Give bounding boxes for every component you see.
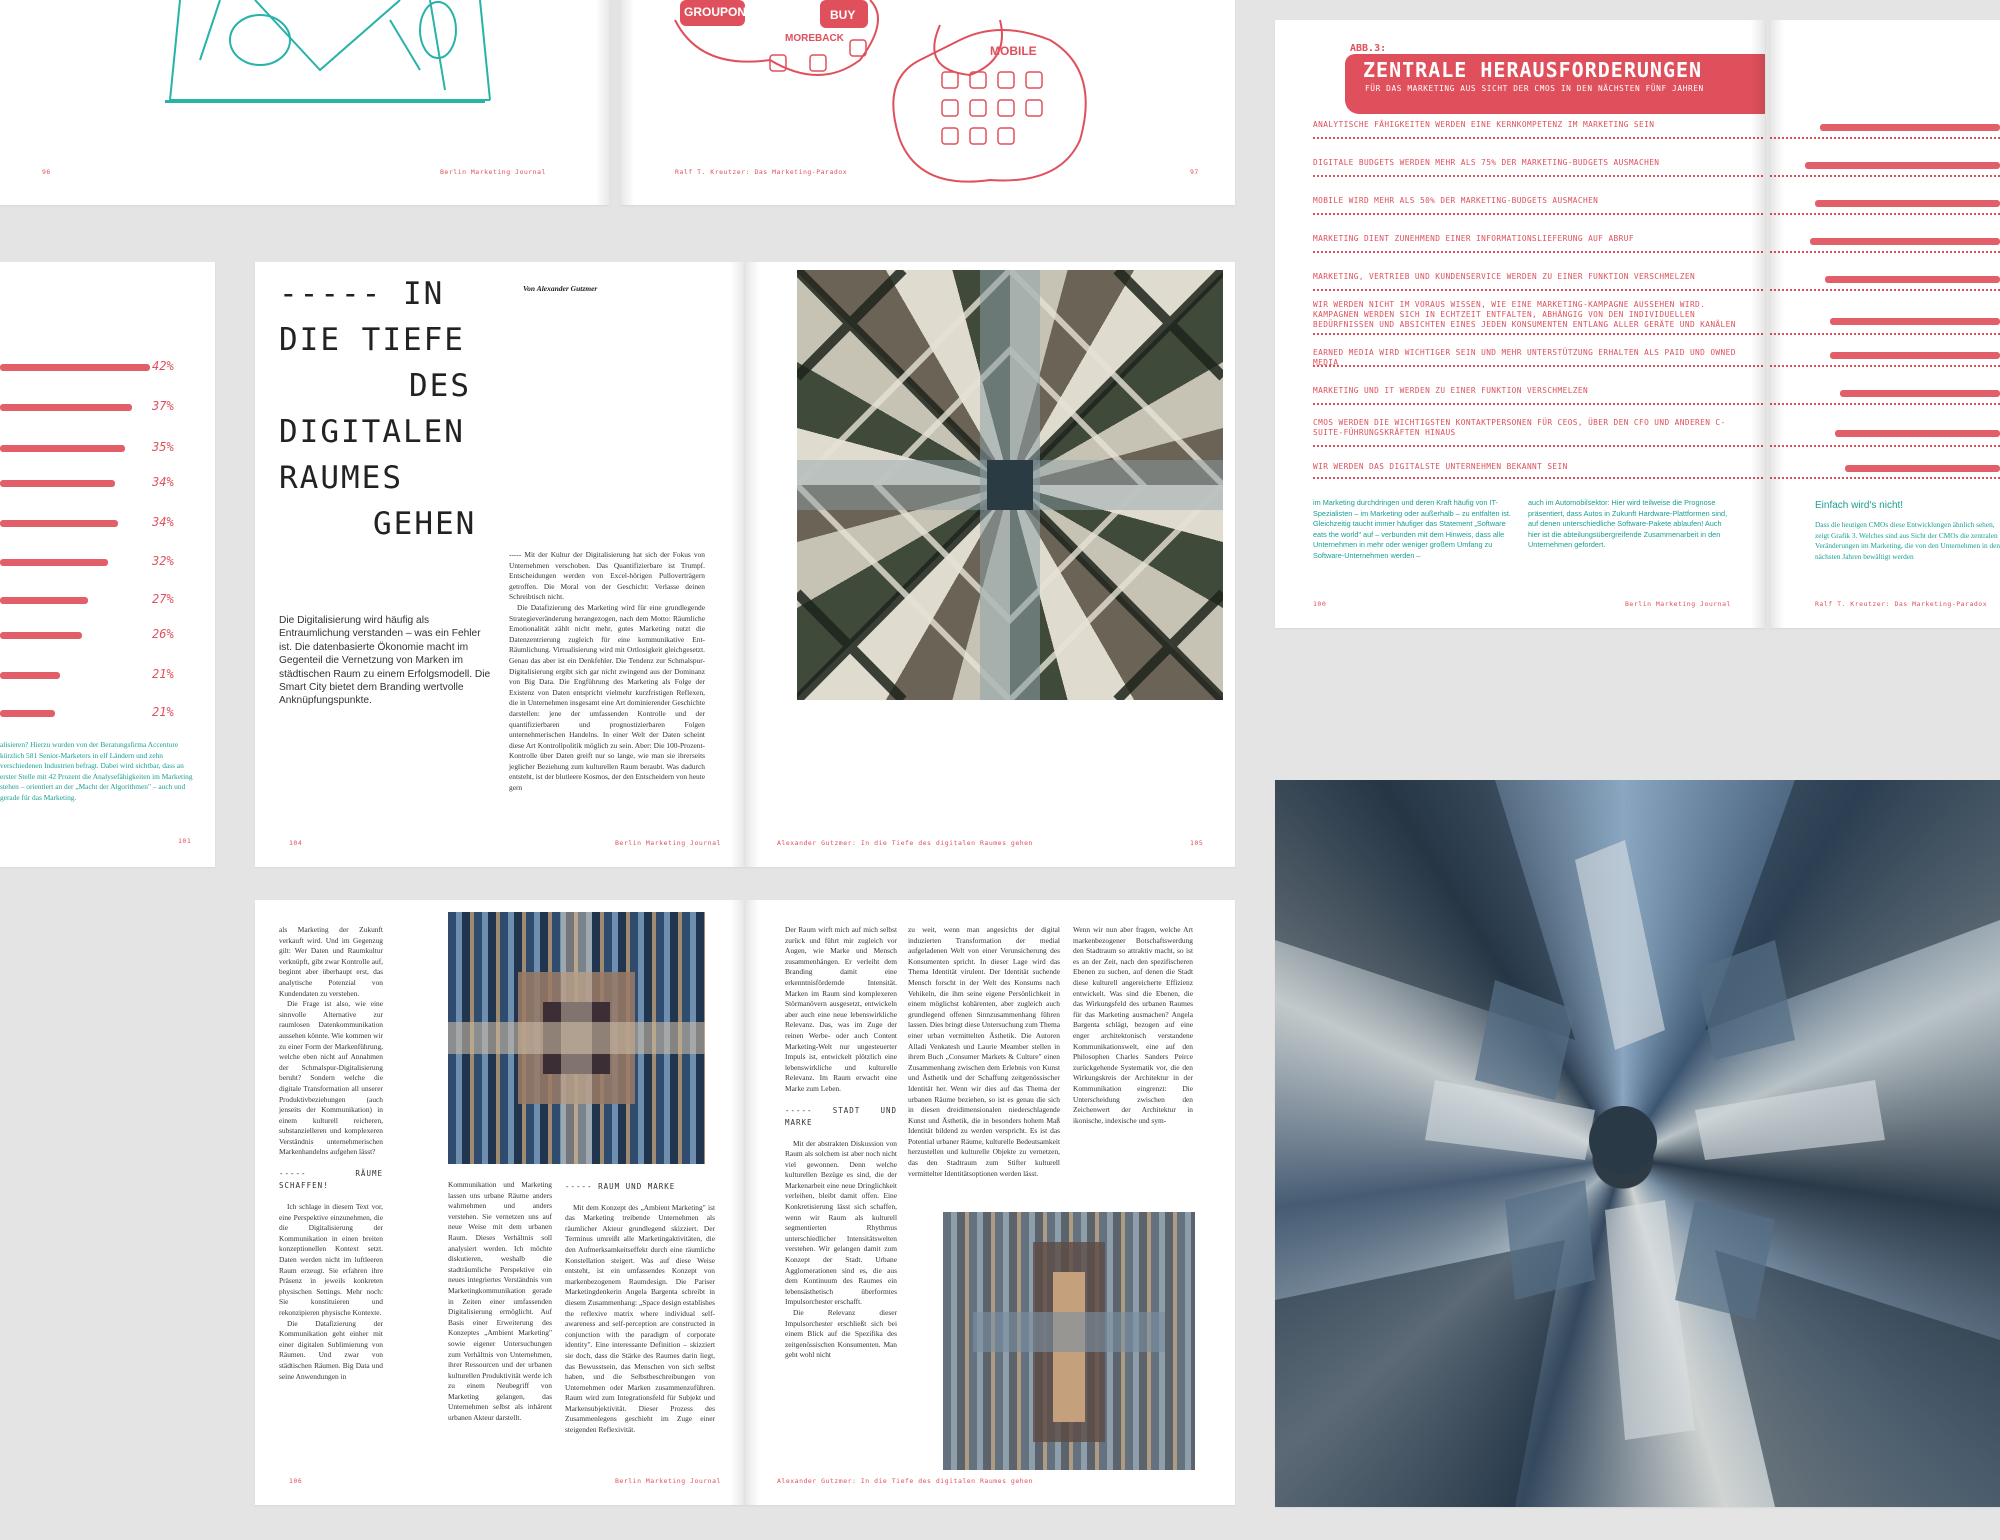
chart-bar-stroke <box>1845 465 2000 472</box>
article-title-line-2: DIE TIEFE <box>279 322 465 358</box>
byline: Von Alexander Gutzmer <box>523 284 598 293</box>
teal-sketch-illustration-lines <box>160 0 500 110</box>
page-folio: 101 <box>178 837 192 845</box>
page-105 <box>745 262 1235 867</box>
article-title-line-1: ----- IN <box>279 276 445 312</box>
body-paragraph: Mit der abstrakten Diskussion von Raum als solchem ist aber noch nicht viel gewonnen. Denn welche kulturellen Bezüge es sind, die der Markenarbeit eine neue Dringlichkeit verleihen, bleibt damit offen. Eine Konkretisierung lässt sich schaffen, wenn wir Raum als kulturell segmentierten Rhythmus unterschiedlicher Intensitätswelten verstehen. Wir gelangen damit zum Konzept der Stadt. Urbane Agglomerationen sind es, die aus dem Kontinuum des Raumes ein lebensästhetisch überformtes Impulsorchester erschafft. <box>785 1138 897 1307</box>
page-107 <box>745 900 1235 1505</box>
sketch-label-groupon: GROUPON <box>684 5 747 19</box>
body-column <box>908 925 1060 1179</box>
spread-top-right-right-page <box>1770 20 2000 628</box>
dotted-leader <box>1313 333 1763 335</box>
page-folio: 97 <box>1190 168 1199 176</box>
percentage-label: 35% <box>152 440 174 454</box>
dotted-leader <box>1313 175 1763 177</box>
article-lede: Die Digitalisierung wird häufig als Entraumlichung verstanden – was ein Fehler ist. Die datenbasierte Ökonomie macht im Gegenteil die Vernetzung von Marken im städtischen Raum zu einem Erfolgsmodell. Die Smart City bietet dem Branding wertvolle Anknüpfungspunkte. <box>279 615 491 707</box>
figure-subheading: FÜR DAS MARKETING AUS SICHT DER CMOS IN DEN NÄCHSTEN FÜNF JAHREN <box>1365 84 1704 93</box>
chart-bar-stroke <box>0 632 82 639</box>
gutter-shadow <box>620 0 634 205</box>
challenge-item: WIR WERDEN DAS DIGITALSTE UNTERNEHMEN BEKANNT SEIN <box>1313 462 1568 471</box>
body-paragraph: als Marketing der Zukunft verkauft wird. Und im Gegenzug gilt: Wer Daten und Raumkultur verknüpft, gibt zwar Kontrolle auf, beginnt aber überhaupt erst, das analytische Potenzial von Kundendaten zu verstehen. <box>279 925 383 998</box>
challenge-item: MARKETING UND IT WERDEN ZU EINER FUNKTION VERSCHMELZEN <box>1313 386 1589 395</box>
chart-bar-stroke <box>0 597 88 604</box>
chart-bar-stroke <box>0 445 125 452</box>
body-paragraph: zu weit, wenn man angesichts der digital induzierten Transformation der medial aufgeladenen Welt von einer Verunsicherung des Konsumenten spricht. In dieser Lage wird das Thema Identität virulent. Der Identität suchende Mensch forscht in der Welt des Konsums nach Vehikeln, die ihm seine eigene Persönlichkeit in einem möglichst kohärenten, aber zugleich auch grundlegend offenen Sinnzusammenhang führen lassen. Dies bringt diese Untersuchung zum Thema einer urban vermittelten Ästhetik. Die Autoren Alladi Venkatesh und Laurie Meamber stellen in ihrem Buch „Consumer Markets & Culture" einen Zusammenhang zwischen dem Erlebnis von Kunst und Ästhetik und der Schaffung zeitgenössischer Identität her. Wenn wir dies auf das Thema der urbanen Räume beziehen, so ist es genau die sich in diesen dreidimensionalen niederschlagende Kunst und Ästhetik, die in besonders hohem Maß Identität bildend zu werden verspricht. Es ist das Potential urbaner Räume, kulturelle Bedeutsamkeit herzustellen und kulturelle Objekte zu vernetzen, das den Stadtraum zum Stifter kulturell vermittelter Identitätsoptionen werden lässt. <box>908 925 1060 1178</box>
chart-bar-stroke <box>1815 200 2000 207</box>
chart-bar-stroke <box>0 710 55 717</box>
article-title-line-6: GEHEN <box>373 506 477 542</box>
dotted-leader <box>1770 365 2000 367</box>
kaleidoscope-facade-image <box>448 912 705 1164</box>
article-title-line-3: DES <box>409 368 471 404</box>
body-column <box>279 925 383 1382</box>
dotted-leader <box>1770 477 2000 479</box>
dotted-leader <box>1770 403 2000 405</box>
spread-top-left-right-page <box>620 0 1235 205</box>
running-head: Berlin Marketing Journal <box>440 168 546 176</box>
challenge-item: DIGITALE BUDGETS WERDEN MEHR ALS 75% DER MARKETING-BUDGETS AUSMACHEN <box>1313 158 1660 167</box>
gutter-shadow <box>1770 20 1784 628</box>
tower-pattern <box>943 1212 1195 1470</box>
body-paragraph: Die Frage ist also, wie eine sinnvolle Alternative zur raumlosen Datenkommunikation aussehen könnte. Wie kommen wir zu einer Form der Markenführung, welche eben nicht auf Annahmen der Schmalspur-Digitalisierung beruht? Sondern welche die digitale Transformation all unserer Produktivbeziehungen (auch jenseits der Kommunikation) in einem kulturell reicheren, substanzielleren und komplexeren Verständnis unternehmerischen Markenhandelns aufgehen lässt? <box>279 999 383 1157</box>
challenge-item: MOBILE WIRD MEHR ALS 50% DER MARKETING-BUDGETS AUSMACHEN <box>1313 196 1599 205</box>
chart-bar-stroke <box>0 520 118 527</box>
page-106 <box>255 900 745 1505</box>
chart-bar-stroke <box>0 480 115 487</box>
sketch-label-buy: BUY <box>830 8 856 22</box>
city-aerial-collage-image <box>1275 780 2000 1507</box>
gutter-shadow <box>731 900 745 1505</box>
chart-bar-stroke <box>1805 162 2000 169</box>
page-104 <box>255 262 745 867</box>
chart-bar-stroke <box>1810 238 2000 245</box>
running-head: Berlin Marketing Journal <box>1625 600 1731 608</box>
page-folio: 106 <box>289 1477 303 1485</box>
challenge-item: EARNED MEDIA WIRD WICHTIGER SEIN UND MEHR UNTERSTÜTZUNG ERHALTEN ALS PAID UND OWNED MEDIA <box>1313 348 1736 367</box>
body-paragraph: Kommunikation und Marketing lassen uns urbane Räume anders wahrnehmen und anders verstehen. Sie vernetzen uns auf neue Weise mit dem urbanen Raum. Dieses Verhältnis soll analysiert werden. Ich möchte diskutieren, weshalb die stadträumliche Perspektive ein neues integriertes Verständnis von Marketingkommunikation gerade in Zeiten einer umfassenden Digitalisierung ermöglicht. Auf Basis einer Erweiterung des Konzeptes „Ambient Marketing" sowie eigener Untersuchungen zum Verhältnis von Unternehmen, ihrer Ressourcen und der urbanen kulturellen Produktivität werde ich zu einem Neubegriff von Marketing gelangen, das Unternehmen selbst als inhärent urbanen Akteur darstellt. <box>448 1180 552 1423</box>
challenge-item: MARKETING DIENT ZUNEHMEND EINER INFORMATIONSLIEFERUNG AUF ABRUF <box>1313 234 1634 243</box>
chart-bar-stroke <box>0 672 60 679</box>
figure-label: ABB.3: <box>1350 43 1387 54</box>
running-head: Berlin Marketing Journal <box>615 1477 721 1485</box>
spread-top-right-left-page <box>1275 20 1765 628</box>
page-folio: 104 <box>289 839 303 847</box>
article-title-line-5: RAUMES <box>279 460 403 496</box>
dotted-leader <box>1770 289 2000 291</box>
article-title-line-4: DIGITALEN <box>279 414 465 450</box>
sketch-label-moreback: MOREBACK <box>785 33 844 44</box>
running-head: Ralf T. Kreutzer: Das Marketing-Paradox <box>675 168 848 176</box>
dotted-leader <box>1313 213 1763 215</box>
percentage-label: 26% <box>152 627 174 641</box>
challenge-item: CMOS WERDEN DIE WICHTIGSTEN KONTAKTPERSONEN FÜR CEOS, ÜBER DEN CFO UND ANDEREN C-SUITE-FÜHRUNGSKRÄFTEN HINAUS <box>1313 418 1726 437</box>
body-column <box>509 550 705 794</box>
chart-bar-stroke <box>1835 430 2000 437</box>
section-subhead: ----- RÄUME SCHAFFEN! <box>279 1169 383 1191</box>
body-column <box>785 925 897 1361</box>
city-collage-pattern <box>1275 780 2000 1507</box>
chart-bar-stroke <box>0 559 108 566</box>
page-101-partial <box>0 262 215 867</box>
dotted-leader <box>1313 289 1763 291</box>
body-column <box>448 1180 552 1424</box>
running-head: Ralf T. Kreutzer: Das Marketing-Paradox <box>1815 600 1988 608</box>
running-head: Alexander Gutzmer: In die Tiefe des digitalen Raumes gehen <box>777 1477 1033 1485</box>
body-column <box>1073 925 1193 1126</box>
body-paragraph: Wenn wir nun aber fragen, welche Art markenbezogener Botschaftswerdung den Stadtraum so attraktiv macht, so ist es an der Zeit, nach den spezifischeren Ebenen zu suchen, auf denen die Stadt diese kulturell angereicherte Effizienz entwickelt. Was sind die Ebenen, die das Wirkungsfeld des urbanen Raumes für das Marketing ausmachen? Angela Bargenta schlägt, bezogen auf eine enger architektonisch verstandene Kommunikationswelt, eine auf den Philosophen Charles Sanders Peirce zurückgehende Systematik vor, die den Wirkungskreis der Architektur in der Kommunikation eingrenzt: Die Unterscheidung zwischen den Zeichenwert der Architektur in ikonische, indexische und sym- <box>1073 925 1193 1125</box>
page-folio: 100 <box>1313 600 1327 608</box>
challenge-item: WIR WERDEN NICHT IM VORAUS WISSEN, WIE EINE MARKETING-KAMPAGNE AUSSEHEN WIRD. KAMPAGNEN WERDEN SICH IN ECHTZEIT ENTFALTEN, ABHÄNGIG VON DEN INDIVIDUELLEN BEDÜRFNISSEN UND ABSICHTEN EINES JEDEN KONSUMENTEN ENTLANG ALLER GERÄTE UND KANÄLEN <box>1313 300 1736 329</box>
chart-bar-stroke <box>1825 276 2000 283</box>
body-paragraph: Ich schlage in diesem Text vor, eine Perspektive einzunehmen, die die Digitalisierung der Kommunikation in einen breiten konzeptionellen Kontext setzt. Daten werden nicht im luftleeren Raum erzeugt. Sie erfahren ihre Präsenz in jeweils konkreten physischen Settings. Mehr noch: Sie konstituieren und rekonzipieren physische Kontexte. <box>279 1202 383 1317</box>
red-sketch-illustration <box>670 0 1210 190</box>
kaleidoscope-tower-image <box>943 1212 1195 1470</box>
body-column <box>565 1180 715 1436</box>
section-subhead: ----- STADT UND MARKE <box>785 1105 897 1127</box>
page-folio: 96 <box>42 168 51 176</box>
chart-bar-stroke <box>1830 318 2000 325</box>
gutter-shadow <box>1751 20 1765 628</box>
body-column: alisieren? Hierzu wurden von der Beratungsfirma Accenture kürzlich 581 Senior-Marketers in elf Ländern und zehn verschiedenen Industrien befragt. Dabei wird sichtbar, dass an erster Stelle mit 42 Prozent die Analysefähigkeiten im Marketing stehen – orientiert an der „Macht der Algorithmen" – auch und gerade für das Marketing. <box>0 740 193 802</box>
section-heading: Einfach wird's nicht! <box>1815 500 1904 511</box>
chart-bar-stroke <box>1830 352 2000 359</box>
page-folio: 105 <box>1190 839 1204 847</box>
dotted-leader <box>1770 333 2000 335</box>
percentage-label: 32% <box>152 554 174 568</box>
dotted-leader <box>1313 137 1763 139</box>
body-paragraph: Die Datafizierung der Kommunikation geht einher mit einer digitalen Sublimierung von Räumen. Und zwar von städtischen Räumen. Big Data und seine Anwendungen in <box>279 1318 383 1381</box>
sketch-label-mobile: MOBILE <box>990 44 1037 58</box>
spread-top-left-left-page <box>0 0 610 205</box>
percentage-label: 37% <box>152 399 174 413</box>
body-column: auch im Automobilsektor: Hier wird teilweise die Prognose präsentiert, dass Autos in Zukunft Hardware-Plattformen sind, auf denen unterschiedliche Software-Pakete ablaufen! Auch hier ist die abteilungsübergreifende Zusammenarbeit in den Unternehmen gefordert. <box>1528 498 1728 550</box>
body-column: im Marketing durchdringen und deren Kraft häufig von IT-Spezialisten – im Marketing oder außerhalb – zu entfalten ist. Gleichzeitig taucht immer häufiger das Statement „Software eats the world" auf – verbunden mit dem Hinweis, dass alle Unternehmen in mehr oder weniger großem Umfang zu Software-Unternehmen werden – <box>1313 498 1511 560</box>
gutter-shadow <box>731 262 745 867</box>
dotted-leader <box>1313 365 1763 367</box>
percentage-label: 42% <box>152 359 174 373</box>
body-paragraph: Der Raum wirft mich auf mich selbst zurück und führt mir zugleich vor Augen, wie Marke und Mensch zusammenhängen. Er verleiht dem Branding damit eine erkenntnisfördernde Intensität. Marken im Raum sind komplexeren Störmanövern ausgesetzt, entwickeln aber auch eine neue lebenswirkliche Relevanz. Das, was im Zuge der reinen Werbe- oder auch Content Marketing-Welt nur ungesteuerter Impuls ist, entwickelt plötzlich eine lebenswirkliche und kulturelle Relevanz. Im Raum erwacht eine Marke zum Leben. <box>785 925 897 1093</box>
chart-bar-stroke <box>1820 124 2000 131</box>
kaleidoscope-city-image <box>797 270 1223 700</box>
chart-bar-stroke <box>1840 390 2000 397</box>
challenge-item: MARKETING, VERTRIEB UND KUNDENSERVICE WERDEN ZU EINER FUNKTION VERSCHMELZEN <box>1313 272 1696 281</box>
chart-bar-stroke <box>0 404 132 411</box>
percentage-label: 21% <box>152 667 174 681</box>
dotted-leader <box>1770 137 2000 139</box>
facade-pattern <box>448 912 705 1164</box>
body-paragraph: Die Relevanz dieser Impulsorchester erschließt sich bei einem Blick auf die Spezifika des zeitgenössischen Konsumenten. Man geht wohl nicht <box>785 1308 897 1360</box>
running-head: Berlin Marketing Journal <box>615 839 721 847</box>
dotted-leader <box>1313 251 1763 253</box>
dotted-leader <box>1313 403 1763 405</box>
challenge-item: ANALYTISCHE FÄHIGKEITEN WERDEN EINE KERNKOMPETENZ IM MARKETING SEIN <box>1313 120 1655 129</box>
gutter-shadow <box>596 0 610 205</box>
body-paragraph: Die Datafizierung des Marketing wird für eine grundlegende Strategieveränderung herangezogen, nach dem Motto: Räumliche Emotionalität zählt nicht mehr, gutes Marketing nutzt die Datenzentrierung zugleich für eine kommunikative Ent-Räumlichung. Virtualisierung wird mit Ortlosigkeit gleichgesetzt. Genau das aber ist ein Denkfehler. Die Tendenz zur Schmalspur-Digitalisierung ergibt sich gar nicht zwingend aus der Dominanz von Big Data. Die Engführung des Marketing als Folge der Existenz von Daten entspricht vielmehr kurzfristigen Reflexen, die in Unternehmen insgesamt eine Art dominierender Geschichte darstellen: jene der umfassenden Kontrolle und der quantifizierbaren und prognostizierbaren Folgen unternehmerischen Handelns. In einer Welt der Daten scheint diese Art Kontrollpolitik möglich zu sein. Aber: Die 100-Prozent-Kontrolle über Daten greift nur so lange, wie man sie ihrerseits jeglicher Beziehung zum kulturellen Raum beraubt. Was dadurch entsteht, ist der blutleere Kosmos, der den Entscheidern von heute gern <box>509 602 705 793</box>
percentage-label: 34% <box>152 515 174 529</box>
dotted-leader <box>1313 477 1763 479</box>
section-subhead: ----- RAUM UND MARKE <box>565 1182 676 1191</box>
body-paragraph: Mit dem Konzept des „Ambient Marketing" ist das Marketing treibende Unternehmen als räumlicher Akteur grundlegend skizziert. Der Terminus umreißt alle Marketingaktivitäten, die den Aufmerksamkeitseffekt durch eine räumliche Konstellation steigert. Was auf diese Weise entsteht, ist ein umfassendes Konzept von markenbezogenem Raumdesign. Die Pariser Marketingdenkerin Angela Bargenta schreibt in diesem Zusammenhang: „Space design establishes the reflexive matrix where individual self-awareness and self-perception are constructed in conjunction with the paradigm of corporate identity". Eine interessante Definition – skizziert sie doch, dass die Stärke des Raumes darin liegt, das Bewusstsein, das Menschen von sich selbst haben, und die Selbstbeschreibungen von Unternehmen oder Marken zusammenzuführen. Raum wird zum Integrationsfeld für Subjekt und Markensubjektivität. Dieser Prozess des Zusammenlegens geschieht im Zuge einer steigenden Reflexivität. <box>565 1202 715 1435</box>
dotted-leader <box>1770 213 2000 215</box>
gutter-shadow <box>745 900 759 1505</box>
gutter-shadow <box>745 262 759 867</box>
percentage-label: 34% <box>152 475 174 489</box>
figure-heading: ZENTRALE HERAUSFORDERUNGEN <box>1363 58 1703 82</box>
kaleidoscope-pattern <box>797 270 1223 700</box>
dotted-leader <box>1770 175 2000 177</box>
body-column: Dass die heutigen CMOs diese Entwicklungen ähnlich sehen, zeigt Grafik 3. Welches sind aus Sicht der CMOs die zentralen Veränderungen im Marketing, die von den Unternehmen in den nächsten Jahren bewältigt werden <box>1815 520 2000 561</box>
dotted-leader <box>1770 251 2000 253</box>
body-paragraph: ----- Mit der Kultur der Digitalisierung hat sich der Fokus von Unternehmen verschoben. Das Quantifizierbare ist Trumpf. Entscheidungen werden von Excel-hörigen Pulloverträgern getroffen. Die Moral von der Geschicht: Verlasse deinen Schreibtisch nicht. <box>509 550 705 602</box>
chart-bar-stroke <box>0 364 150 371</box>
dotted-leader <box>1770 445 2000 447</box>
running-head: Alexander Gutzmer: In die Tiefe des digitalen Raumes gehen <box>777 839 1033 847</box>
dotted-leader <box>1313 445 1763 447</box>
percentage-label: 21% <box>152 705 174 719</box>
percentage-label: 27% <box>152 592 174 606</box>
